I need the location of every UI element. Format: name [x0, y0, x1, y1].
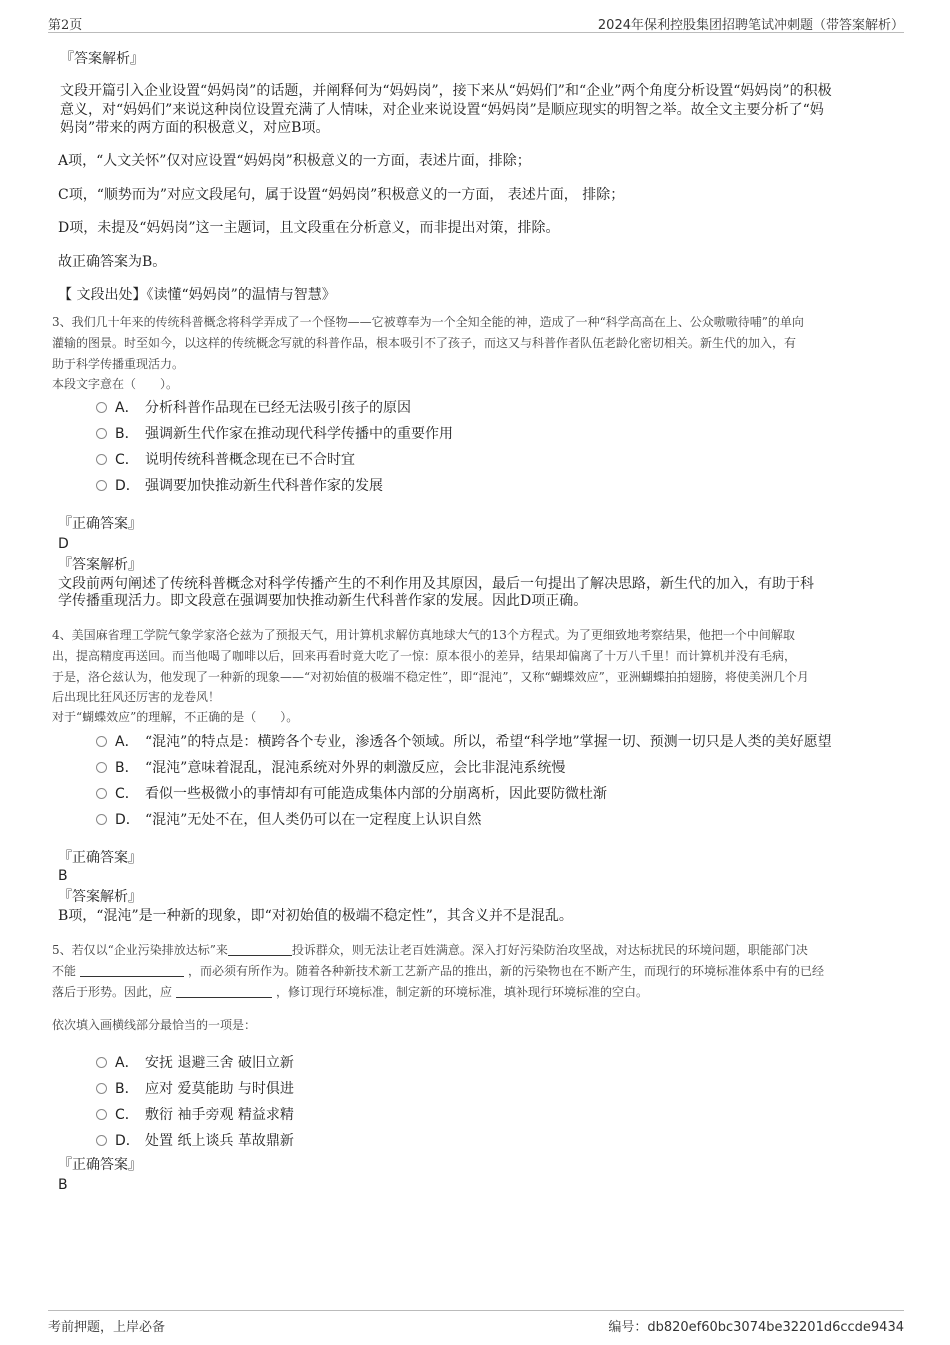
- radio-icon[interactable]: [96, 762, 107, 773]
- page-number: 第2页: [48, 18, 83, 33]
- option-c[interactable]: C． 看似一些极微小的事情却有可能造成集体内部的分崩离析，因此要防微杜渐: [96, 783, 607, 803]
- radio-icon[interactable]: [96, 454, 107, 465]
- fill-blank: [176, 985, 272, 998]
- analysis-line: 学传播重现活力。即文段意在强调要加快推动新生代科普作家的发展。因此D项正确。: [58, 593, 588, 609]
- question-stem-line: 助于科学传播重现活力。: [52, 357, 185, 371]
- option-b[interactable]: B． 应对 爱莫能助 与时俱进: [96, 1078, 294, 1098]
- analysis-line: B项，“混沌”是一种新的现象，即“对初始值的极端不稳定性”，其含义并不是混乱。: [58, 908, 573, 924]
- question-stem-line: 3、我们几十年来的传统科普概念将科学弄成了一个怪物——它被尊奉为一个全知全能的神，造成了一种“科学高高在上、公众嗷嗷待哺”的单向: [52, 315, 804, 329]
- radio-icon[interactable]: [96, 1057, 107, 1068]
- analysis-line: 文段开篇引入企业设置“妈妈岗”的话题，并阐释何为“妈妈岗”，接下来从“妈妈们”和“企业”两个角度分析设置“妈妈岗”的积极: [60, 83, 832, 99]
- question-prompt: 依次填入画横线部分最恰当的一项是：: [52, 1018, 257, 1032]
- option-b[interactable]: B． 强调新生代作家在推动现代科学传播中的重要作用: [96, 423, 453, 443]
- fill-blank: [80, 964, 184, 977]
- document-title: 2024年保利控股集团招聘笔试冲刺题（带答案解析）: [597, 18, 904, 33]
- option-b[interactable]: B． “混沌”意味着混乱，混沌系统对外界的刺激反应，会比非混沌系统慢: [96, 757, 565, 777]
- conclusion: 故正确答案为B。: [58, 254, 167, 270]
- answer-heading: 『正确答案』: [58, 516, 142, 532]
- correct-answer: B: [58, 1177, 68, 1193]
- radio-icon[interactable]: [96, 1135, 107, 1146]
- question-stem-line: 后出现比狂风还厉害的龙卷风！: [52, 690, 221, 704]
- question-prompt: 本段文字意在（ ）。: [52, 377, 179, 391]
- analysis-heading: 『答案解析』: [60, 51, 144, 67]
- option-d-explanation: D项，未提及“妈妈岗”这一主题词，且文段重在分析意义，而非提出对策，排除。: [58, 220, 560, 236]
- source-citation: 【 文段出处】《读懂“妈妈岗”的温情与智慧》: [58, 287, 336, 303]
- correct-answer: D: [58, 536, 69, 552]
- analysis-heading: 『答案解析』: [58, 889, 142, 905]
- answer-heading: 『正确答案』: [58, 1157, 142, 1173]
- question-stem-line: 灌输的图景。时至如今，以这样的传统概念写就的科普作品，根本吸引不了孩子，而这又与科普作者队伍老龄化密切相关。新生代的加入，有: [52, 336, 797, 350]
- fill-blank: [228, 943, 292, 956]
- question-stem-line: 落后于形势。因此，应 ，修订现行环境标准，制定新的环境标准，填补现行环境标准的空白。: [52, 985, 649, 999]
- option-d[interactable]: D． 处置 纸上谈兵 革故鼎新: [96, 1130, 294, 1150]
- option-c-explanation: C项，“顺势而为”对应文段尾句，属于设置“妈妈岗”积极意义的一方面， 表述片面， 排除；: [58, 187, 625, 203]
- radio-icon[interactable]: [96, 428, 107, 439]
- option-a[interactable]: A． 分析科普作品现在已经无法吸引孩子的原因: [96, 397, 411, 417]
- correct-answer: B: [58, 868, 68, 884]
- option-a[interactable]: A． “混沌”的特点是：横跨各个专业，渗透各个领域。所以，希望“科学地”掌握一切、预测一切只是人类的美好愿望: [96, 731, 832, 751]
- radio-icon[interactable]: [96, 736, 107, 747]
- radio-icon[interactable]: [96, 1083, 107, 1094]
- page-footer: [48, 1310, 904, 1333]
- question-stem-line: 不能 ，而必须有所作为。随着各种新技术新工艺新产品的推出，新的污染物也在不断产生，而现行的环境标准体系中有的已经: [52, 964, 825, 978]
- analysis-heading: 『答案解析』: [58, 557, 142, 573]
- radio-icon[interactable]: [96, 480, 107, 491]
- option-a-explanation: A项，“人文关怀”仅对应设置“妈妈岗”积极意义的一方面，表述片面，排除；: [58, 153, 531, 169]
- option-c[interactable]: C． 敷衍 袖手旁观 精益求精: [96, 1104, 294, 1124]
- radio-icon[interactable]: [96, 814, 107, 825]
- option-d[interactable]: D． “混沌”无处不在，但人类仍可以在一定程度上认识自然: [96, 809, 481, 829]
- question-stem-line: 4、美国麻省理工学院气象学家洛仑兹为了预报天气，用计算机求解仿真地球大气的13个方程式。为了更细致地考察结果，他把一个中间解取: [52, 628, 795, 642]
- radio-icon[interactable]: [96, 1109, 107, 1120]
- footer-slogan: 考前押题，上岸必备: [48, 1320, 166, 1335]
- analysis-line: 意义，对“妈妈们”来说这种岗位设置充满了人情味，对企业来说设置“妈妈岗”是顺应现实的明智之举。故全文主要分析了“妈: [60, 102, 824, 118]
- answer-heading: 『正确答案』: [58, 850, 142, 866]
- radio-icon[interactable]: [96, 788, 107, 799]
- option-a[interactable]: A． 安抚 退避三舍 破旧立新: [96, 1052, 294, 1072]
- page-header: [48, 12, 904, 33]
- question-stem-line: 于是，洛仑兹认为，他发现了一种新的现象——“对初始值的极端不稳定性”，即“混沌”，又称“蝴蝶效应”，亚洲蝴蝶拍拍翅膀，将使美洲几个月: [52, 670, 809, 684]
- option-d[interactable]: D． 强调要加快推动新生代科普作家的发展: [96, 475, 383, 495]
- option-c[interactable]: C． 说明传统科普概念现在已不合时宜: [96, 449, 355, 469]
- analysis-line: 文段前两句阐述了传统科普概念对科学传播产生的不利作用及其原因，最后一句提出了解决思路，新生代的加入，有助于科: [58, 576, 814, 592]
- question-prompt: 对于“蝴蝶效应”的理解，不正确的是（ ）。: [52, 710, 299, 724]
- analysis-line: 妈岗”带来的两方面的积极意义，对应B项。: [60, 120, 330, 136]
- question-stem-line: 5、若仅以“企业污染排放达标”来 投诉群众，则无法让老百姓满意。深入打好污染防治攻坚战，对达标扰民的环境问题，职能部门决: [52, 943, 808, 957]
- radio-icon[interactable]: [96, 402, 107, 413]
- document-id: 编号：db820ef60bc3074be32201d6ccde9434: [608, 1320, 904, 1335]
- question-stem-line: 出，提高精度再送回。而当他喝了咖啡以后，回来再看时竟大吃了一惊：原本很小的差异，结果却偏离了十万八千里！而计算机并没有毛病，: [52, 649, 797, 663]
